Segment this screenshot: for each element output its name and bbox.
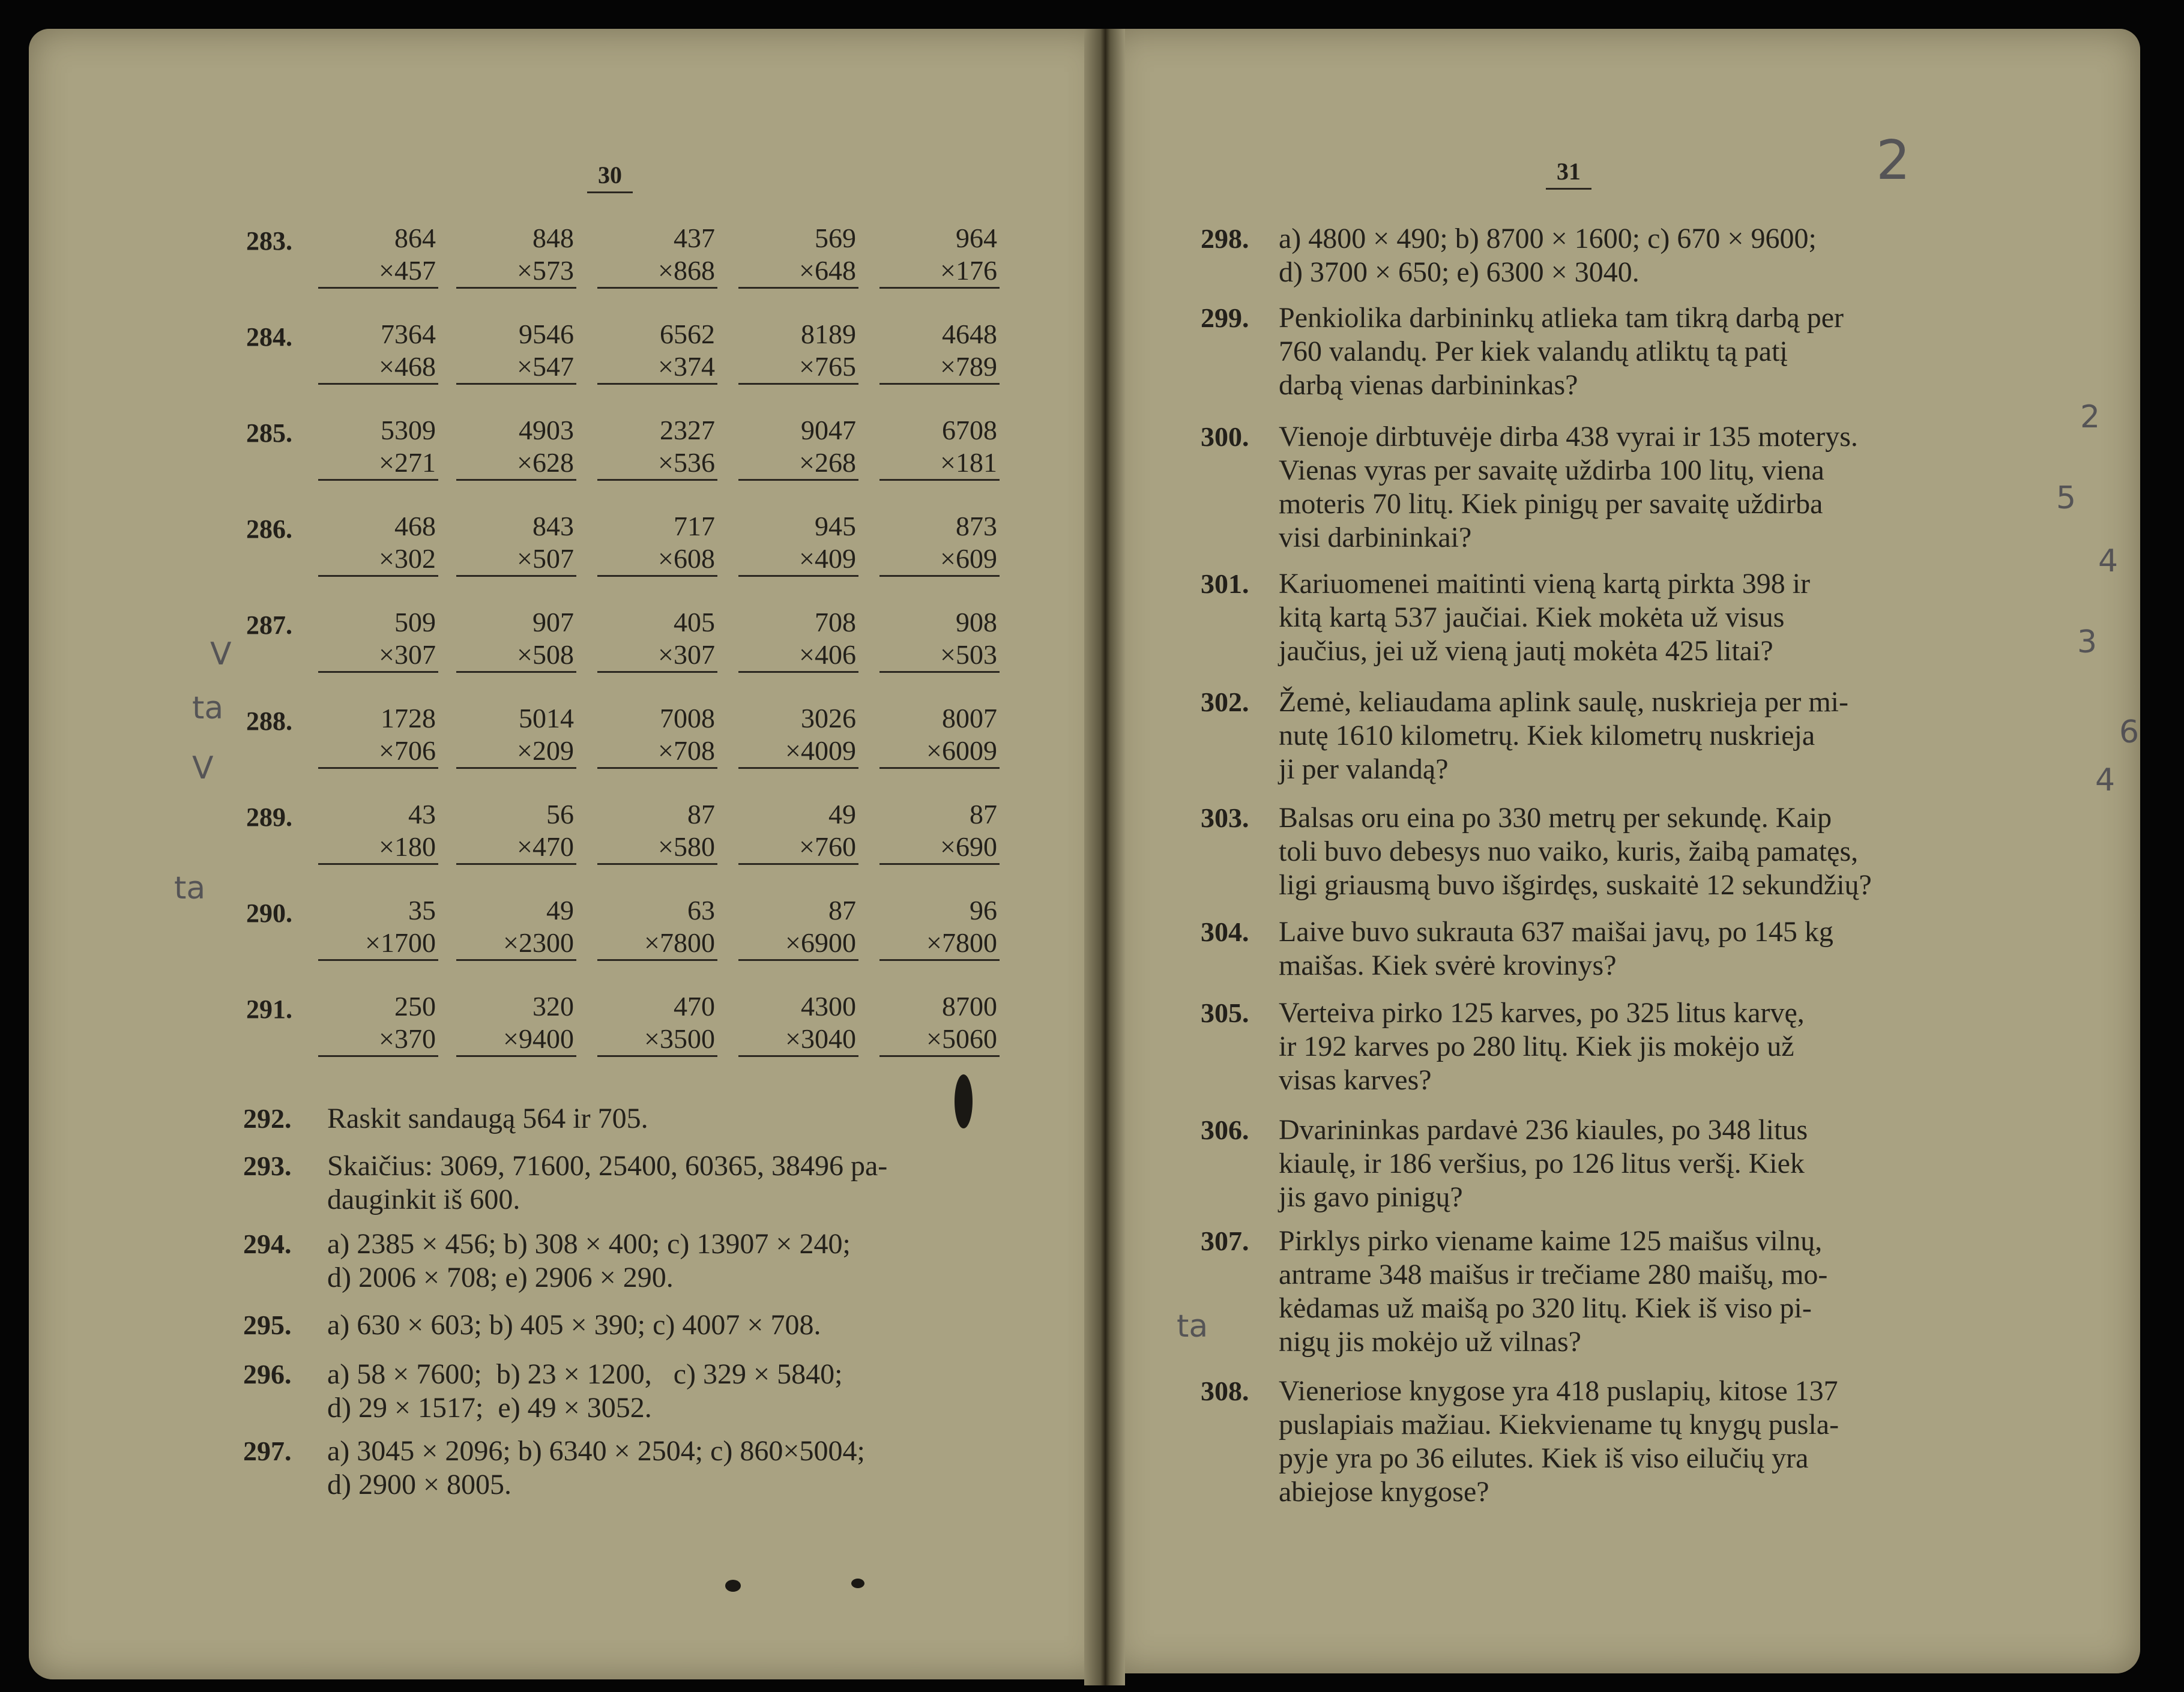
multiplication-cell	[738, 702, 858, 769]
pencil-note: V	[210, 636, 232, 672]
multiplication-cell	[318, 894, 438, 961]
problem-text: Penkiolika darbininkų atlieka tam tikrą darbą per 760 valandų. Per kiek valandų atliktų tą patį darbą vienas darbininkas?	[1279, 302, 1844, 401]
multiplication-cell	[597, 894, 717, 961]
problem-text: Balsas oru eina po 330 metrų per sekundę. Kaip toli buvo debesys nuo vaiko, kuris, žaibą pamatęs, ligi griausmą buvo išgirdęs, suskaitė 12 sekundžių?	[1279, 802, 1872, 901]
multiplicand: 848	[532, 223, 574, 253]
multiplicand: 2327	[660, 415, 715, 445]
multiplication-cell	[318, 414, 438, 481]
multiplier: ×6009	[879, 735, 1000, 769]
problem-number: 306.	[1201, 1115, 1249, 1145]
multiplicand: 470	[674, 991, 715, 1022]
book-gutter	[1084, 29, 1125, 1685]
problem-number: 302.	[1201, 687, 1249, 717]
multiplicand: 843	[532, 511, 574, 541]
problem-number: 293.	[243, 1151, 292, 1181]
problem-text: a) 58 × 7600; b) 23 × 1200, c) 329 × 5840; d) 29 × 1517; e) 49 × 3052.	[327, 1358, 843, 1424]
multiplicand: 49	[546, 895, 574, 926]
multiplication-cell	[879, 990, 1000, 1057]
multiplier: ×268	[738, 447, 858, 481]
multiplication-cell	[879, 510, 1000, 577]
multiplier: ×6900	[738, 927, 858, 961]
exercise-row	[0, 990, 997, 1080]
exercise-number: 285.	[246, 418, 292, 448]
multiplier: ×580	[597, 831, 717, 865]
problem-text: Verteiva pirko 125 karves, po 325 litus karvę, ir 192 karves po 280 litų. Kiek jis mokėjo už visas karves?	[1279, 997, 1805, 1096]
multiplicand: 468	[394, 511, 436, 541]
problem-text: Vienoje dirbtuvėje dirba 438 vyrai ir 135 moterys. Vienas vyras per savaitę uždirba 100 litų, viena moteris 70 litų. Kiek pinigų per savaitę uždirba visi darbininkai?	[1279, 421, 1858, 553]
problem-number: 299.	[1201, 303, 1249, 333]
pencil-note: 2	[2080, 399, 2101, 435]
multiplication-cell	[318, 702, 438, 769]
multiplicand: 4903	[519, 415, 574, 445]
multiplication-cell	[879, 894, 1000, 961]
exercise-row	[0, 894, 997, 984]
pencil-note: 4	[2095, 762, 2116, 798]
multiplier: ×690	[879, 831, 1000, 865]
multiplication-cell	[738, 990, 858, 1057]
multiplication-cell	[879, 606, 1000, 673]
multiplication-cell	[456, 222, 576, 289]
problem-text: a) 3045 × 2096; b) 6340 × 2504; c) 860×5004; d) 2900 × 8005.	[327, 1435, 865, 1501]
multiplication-cell	[597, 798, 717, 865]
multiplicand: 56	[546, 799, 574, 829]
exercise-row	[0, 414, 997, 504]
multiplication-cell	[456, 510, 576, 577]
multiplier: ×508	[456, 639, 576, 673]
problem-number: 304.	[1201, 917, 1249, 947]
exercise-number: 289.	[246, 802, 292, 832]
multiplicand: 964	[956, 223, 997, 253]
problem-number: 298.	[1201, 223, 1249, 254]
multiplication-cell	[318, 990, 438, 1057]
multiplier: ×307	[318, 639, 438, 673]
multiplicand: 6708	[942, 415, 997, 445]
problem-text: Skaičius: 3069, 71600, 25400, 60365, 38496 pa- dauginkit iš 600.	[327, 1150, 888, 1215]
multiplicand: 1728	[381, 703, 436, 733]
multiplier: ×5060	[879, 1023, 1000, 1057]
problem-number: 307.	[1201, 1226, 1249, 1256]
multiplier: ×648	[738, 254, 858, 289]
multiplication-cell	[456, 702, 576, 769]
multiplicand: 87	[970, 799, 997, 829]
multiplicand: 569	[815, 223, 856, 253]
multiplier: ×181	[879, 447, 1000, 481]
problem-number: 301.	[1201, 568, 1249, 599]
exercise-number: 286.	[246, 514, 292, 544]
multiplicand: 3026	[801, 703, 856, 733]
multiplier: ×307	[597, 639, 717, 673]
multiplier: ×789	[879, 351, 1000, 385]
multiplication-cell	[456, 798, 576, 865]
pencil-note: ta	[192, 690, 224, 726]
multiplicand: 4648	[942, 319, 997, 349]
multiplier: ×868	[597, 254, 717, 289]
multiplier: ×4009	[738, 735, 858, 769]
multiplication-cell	[597, 414, 717, 481]
multiplicand: 96	[970, 895, 997, 926]
multiplication-cell	[318, 798, 438, 865]
multiplier: ×628	[456, 447, 576, 481]
multiplier: ×608	[597, 543, 717, 577]
multiplier: ×176	[879, 254, 1000, 289]
problem-text: a) 2385 × 456; b) 308 × 400; c) 13907 × 240; d) 2006 × 708; e) 2906 × 290.	[327, 1228, 851, 1293]
multiplication-cell	[597, 510, 717, 577]
multiplier: ×468	[318, 351, 438, 385]
multiplicand: 8700	[942, 991, 997, 1022]
multiplier: ×9400	[456, 1023, 576, 1057]
multiplicand: 8007	[942, 703, 997, 733]
exercise-number: 287.	[246, 610, 292, 640]
exercise-row	[0, 798, 997, 888]
multiplication-cell	[738, 606, 858, 673]
multiplication-cell	[738, 894, 858, 961]
multiplicand: 437	[674, 223, 715, 253]
multiplicand: 7364	[381, 319, 436, 349]
pencil-note: 6	[2119, 714, 2140, 750]
multiplicand: 87	[687, 799, 715, 829]
multiplication-cell	[597, 702, 717, 769]
multiplication-cell	[456, 894, 576, 961]
multiplier: ×406	[738, 639, 858, 673]
multiplication-cell	[318, 510, 438, 577]
multiplicand: 908	[956, 607, 997, 637]
problem-number: 308.	[1201, 1376, 1249, 1406]
multiplicand: 43	[408, 799, 436, 829]
exercise-number: 290.	[246, 899, 292, 928]
multiplier: ×7800	[879, 927, 1000, 961]
multiplicand: 405	[674, 607, 715, 637]
multiplier: ×609	[879, 543, 1000, 577]
multiplier: ×1700	[318, 927, 438, 961]
multiplicand: 5014	[519, 703, 574, 733]
problem-number: 295.	[243, 1310, 292, 1340]
multiplicand: 9047	[801, 415, 856, 445]
pencil-note: 5	[2056, 480, 2077, 516]
ink-smudge	[955, 1074, 973, 1128]
multiplication-cell	[879, 222, 1000, 289]
exercise-row	[0, 702, 997, 792]
ink-spot	[851, 1579, 864, 1588]
multiplier: ×760	[738, 831, 858, 865]
multiplier: ×2300	[456, 927, 576, 961]
multiplier: ×706	[318, 735, 438, 769]
multiplicand: 864	[394, 223, 436, 253]
multiplier: ×370	[318, 1023, 438, 1057]
multiplier: ×470	[456, 831, 576, 865]
exercise-row	[0, 222, 997, 312]
problem-number: 294.	[243, 1229, 292, 1259]
multiplier: ×457	[318, 254, 438, 289]
corner-note: 2	[1876, 129, 1911, 192]
exercise-row	[0, 318, 997, 408]
multiplication-cell	[738, 414, 858, 481]
pencil-note: 4	[2098, 543, 2119, 579]
problem-number: 305.	[1201, 998, 1249, 1028]
multiplier: ×573	[456, 254, 576, 289]
multiplier: ×3040	[738, 1023, 858, 1057]
multiplier: ×708	[597, 735, 717, 769]
multiplicand: 717	[674, 511, 715, 541]
exercise-number: 284.	[246, 322, 292, 352]
multiplication-cell	[879, 702, 1000, 769]
multiplier: ×3500	[597, 1023, 717, 1057]
page-number-left: 30	[587, 161, 633, 193]
multiplication-cell	[879, 798, 1000, 865]
multiplicand: 945	[815, 511, 856, 541]
problem-text: Vieneriose knygose yra 418 puslapių, kitose 137 puslapiais mažiau. Kiekviename tų knygų pusla- pyje yra po 36 eilutes. Kiek iš viso eilučių yra abiejose knygose?	[1279, 1375, 1839, 1508]
multiplicand: 509	[394, 607, 436, 637]
multiplier: ×765	[738, 351, 858, 385]
multiplication-cell	[738, 222, 858, 289]
multiplication-cell	[318, 318, 438, 385]
multiplicand: 87	[828, 895, 856, 926]
multiplier: ×547	[456, 351, 576, 385]
multiplier: ×507	[456, 543, 576, 577]
multiplicand: 6562	[660, 319, 715, 349]
exercise-number: 291.	[246, 995, 292, 1024]
multiplier: ×503	[879, 639, 1000, 673]
multiplication-cell	[597, 222, 717, 289]
multiplication-cell	[597, 990, 717, 1057]
pencil-note: ta	[1177, 1308, 1208, 1344]
multiplicand: 4300	[801, 991, 856, 1022]
multiplier: ×302	[318, 543, 438, 577]
multiplier: ×374	[597, 351, 717, 385]
problem-number: 303.	[1201, 802, 1249, 833]
multiplicand: 35	[408, 895, 436, 926]
problem-number: 297.	[243, 1436, 292, 1466]
multiplication-cell	[879, 414, 1000, 481]
multiplicand: 63	[687, 895, 715, 926]
multiplication-cell	[597, 318, 717, 385]
multiplicand: 49	[828, 799, 856, 829]
multiplicand: 7008	[660, 703, 715, 733]
multiplier: ×271	[318, 447, 438, 481]
problem-text: Laive buvo sukrauta 637 maišai javų, po 145 kg maišas. Kiek svėrė krovinys?	[1279, 916, 1833, 981]
pencil-note: 3	[2077, 624, 2098, 660]
multiplicand: 907	[532, 607, 574, 637]
multiplicand: 708	[815, 607, 856, 637]
pencil-note: ta	[174, 870, 206, 906]
exercise-number: 283.	[246, 226, 292, 256]
multiplication-cell	[456, 990, 576, 1057]
multiplicand: 250	[394, 991, 436, 1022]
multiplicand: 8189	[801, 319, 856, 349]
multiplication-cell	[879, 318, 1000, 385]
multiplication-cell	[738, 318, 858, 385]
multiplication-cell	[318, 606, 438, 673]
multiplier: ×536	[597, 447, 717, 481]
problem-text: a) 4800 × 490; b) 8700 × 1600; c) 670 × 9600; d) 3700 × 650; e) 6300 × 3040.	[1279, 223, 1817, 288]
multiplicand: 9546	[519, 319, 574, 349]
problem-number: 300.	[1201, 421, 1249, 452]
problem-text: Dvarininkas pardavė 236 kiaules, po 348 litus kiaulę, ir 186 veršius, po 126 litus veršį. Kiek jis gavo pinigų?	[1279, 1114, 1808, 1213]
multiplier: ×409	[738, 543, 858, 577]
multiplier: ×209	[456, 735, 576, 769]
multiplication-cell	[456, 606, 576, 673]
multiplicand: 320	[532, 991, 574, 1022]
problem-text: Pirklys pirko viename kaime 125 maišus vilnų, antrame 348 maišus ir trečiame 280 maišų, mo- kėdamas už maišą po 320 litų. Kiek iš viso pi- nigų jis mokėjo už vilnas?	[1279, 1225, 1828, 1358]
problem-number: 292.	[243, 1103, 292, 1134]
problem-text: a) 630 × 603; b) 405 × 390; c) 4007 × 708.	[327, 1309, 821, 1341]
multiplication-cell	[456, 414, 576, 481]
problem-text: Žemė, keliaudama aplink saulę, nuskrieja per mi- nutę 1610 kilometrų. Kiek kilometrų nuskrieja ji per valandą?	[1279, 686, 1848, 785]
multiplicand: 5309	[381, 415, 436, 445]
ink-spot	[725, 1580, 741, 1592]
pencil-note: V	[192, 750, 214, 786]
multiplication-cell	[597, 606, 717, 673]
multiplication-cell	[738, 798, 858, 865]
exercise-row	[0, 510, 997, 600]
problem-text: Kariuomenei maitinti vieną kartą pirkta 398 ir kitą kartą 537 jaučiai. Kiek mokėta už visus jaučius, jei už vieną jautį mokėta 425 litai?	[1279, 568, 1811, 667]
multiplication-cell	[318, 222, 438, 289]
page-number-right: 31	[1546, 157, 1591, 190]
multiplier: ×7800	[597, 927, 717, 961]
exercise-row	[0, 606, 997, 696]
multiplier: ×180	[318, 831, 438, 865]
multiplication-cell	[738, 510, 858, 577]
multiplication-cell	[456, 318, 576, 385]
problem-text: Raskit sandaugą 564 ir 705.	[327, 1103, 648, 1134]
problem-number: 296.	[243, 1359, 292, 1389]
exercise-number: 288.	[246, 706, 292, 736]
multiplicand: 873	[956, 511, 997, 541]
